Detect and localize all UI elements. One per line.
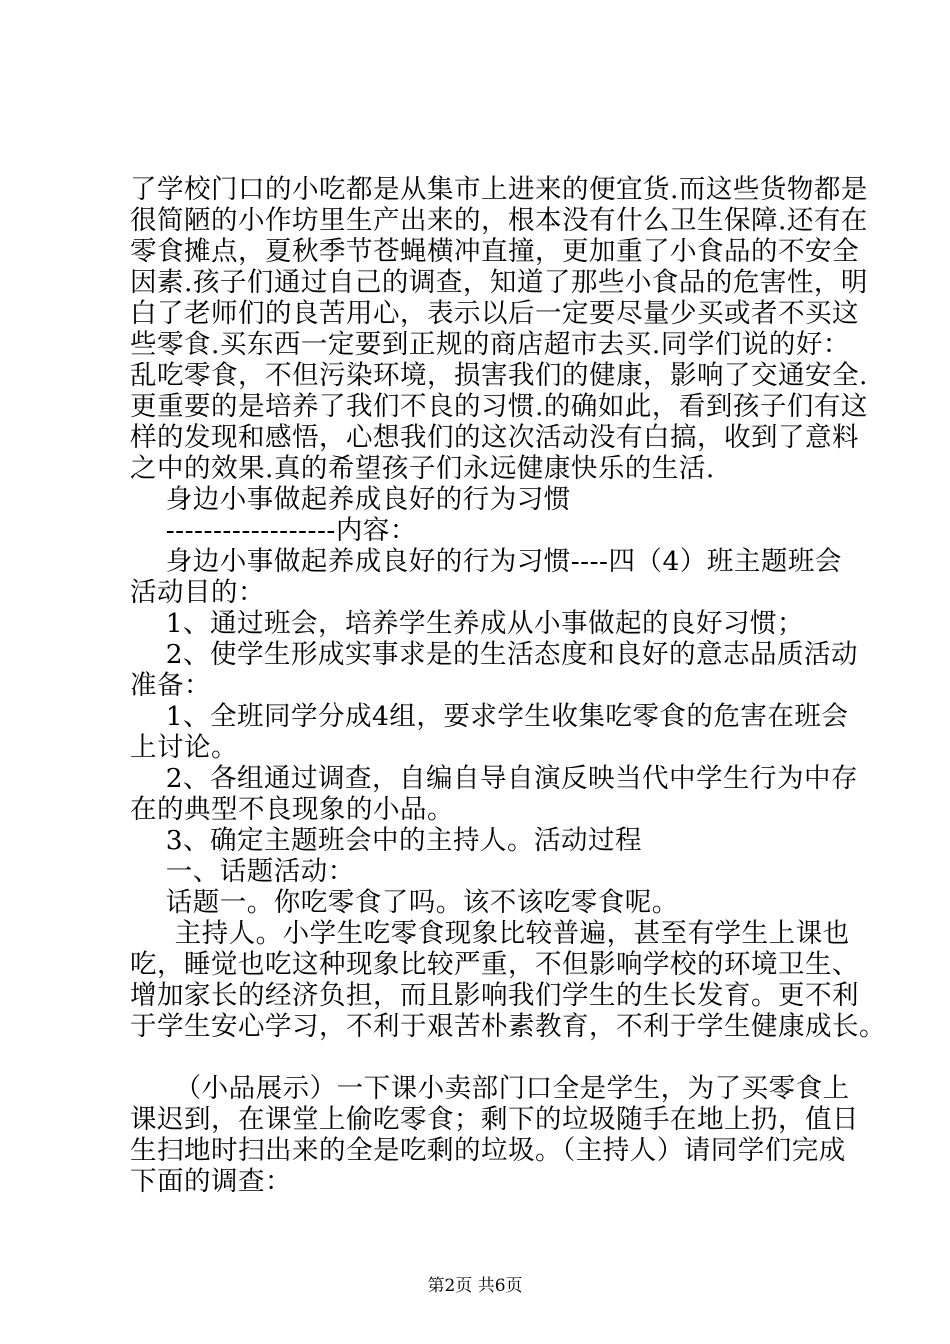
text-line: 1、全班同学分成4组，要求学生收集吃零食的危害在班会 bbox=[130, 701, 849, 732]
text-line: 吃，睡觉也吃这种现象比较严重，不但影响学校的环境卫生、 bbox=[130, 949, 859, 980]
text-line: 于学生安心学习，不利于艰苦朴素教育，不利于学生健康成长。 bbox=[130, 1011, 886, 1042]
document-body bbox=[130, 174, 886, 1197]
text-line: 身边小事做起养成良好的行为习惯----四（4）班主题班会 bbox=[130, 546, 842, 577]
text-line: 乱吃零食，不但污染环境，损害我们的健康，影响了交通安全. bbox=[130, 360, 868, 391]
text-line: 2、各组通过调查，自编自导自演反映当代中学生行为中存 bbox=[130, 763, 859, 794]
text-line: 因素.孩子们通过自己的调查，知道了那些小食品的危害性，明 bbox=[130, 267, 868, 298]
text-line: 更重要的是培养了我们不良的习惯.的确如此，看到孩子们有这 bbox=[130, 391, 868, 422]
text-line: 些零食.买东西一定要到正规的商店超市去买.同学们说的好： bbox=[130, 329, 850, 360]
text-line: 在的典型不良现象的小品。 bbox=[130, 794, 454, 825]
text-line: 1、通过班会，培养学生养成从小事做起的良好习惯； bbox=[130, 608, 805, 639]
page-number: 第2页 共6页 bbox=[427, 1276, 523, 1296]
section-heading: 身边小事做起养成良好的行为习惯 bbox=[130, 484, 571, 515]
text-line: 课迟到，在课堂上偷吃零食；剩下的垃圾随手在地上扔，值日 bbox=[130, 1104, 859, 1135]
text-line: 白了老师们的良苦用心，表示以后一定要尽量少买或者不买这 bbox=[130, 298, 859, 329]
text-line: 活动目的： bbox=[130, 577, 265, 608]
text-line: 主持人。小学生吃零食现象比较普遍，甚至有学生上课也 bbox=[130, 918, 850, 949]
blank-line bbox=[130, 1042, 850, 1073]
text-line: 话题一。你吃零食了吗。该不该吃零食呢。 bbox=[130, 887, 679, 918]
text-line: 很简陋的小作坊里生产出来的，根本没有什么卫生保障.还有在 bbox=[130, 205, 868, 236]
text-line: 3、确定主题班会中的主持人。活动过程 bbox=[130, 825, 643, 856]
text-line: 了学校门口的小吃都是从集市上进来的便宜货.而这些货物都是 bbox=[130, 174, 868, 205]
divider-line: ------------------内容： bbox=[130, 515, 417, 546]
text-line: （小品展示）一下课小卖部门口全是学生，为了买零食上 bbox=[130, 1073, 850, 1104]
page-footer bbox=[0, 1276, 950, 1296]
text-line: 之中的效果.真的希望孩子们永远健康快乐的生活. bbox=[130, 453, 715, 484]
text-line: 零食摊点，夏秋季节苍蝇横冲直撞，更加重了小食品的不安全 bbox=[130, 236, 859, 267]
text-line: 一、话题活动： bbox=[130, 856, 355, 887]
text-line: 下面的调查： bbox=[130, 1166, 292, 1197]
text-line: 准备： bbox=[130, 670, 211, 701]
text-line: 增加家长的经济负担，而且影响我们学生的生长发育。更不利 bbox=[130, 980, 859, 1011]
text-line: 上讨论。 bbox=[130, 732, 238, 763]
text-line: 样的发现和感悟，心想我们的这次活动没有白搞，收到了意料 bbox=[130, 422, 859, 453]
text-line: 2、使学生形成实事求是的生活态度和良好的意志品质活动 bbox=[130, 639, 859, 670]
text-line: 生扫地时扫出来的全是吃剩的垃圾。（主持人）请同学们完成 bbox=[130, 1135, 846, 1166]
